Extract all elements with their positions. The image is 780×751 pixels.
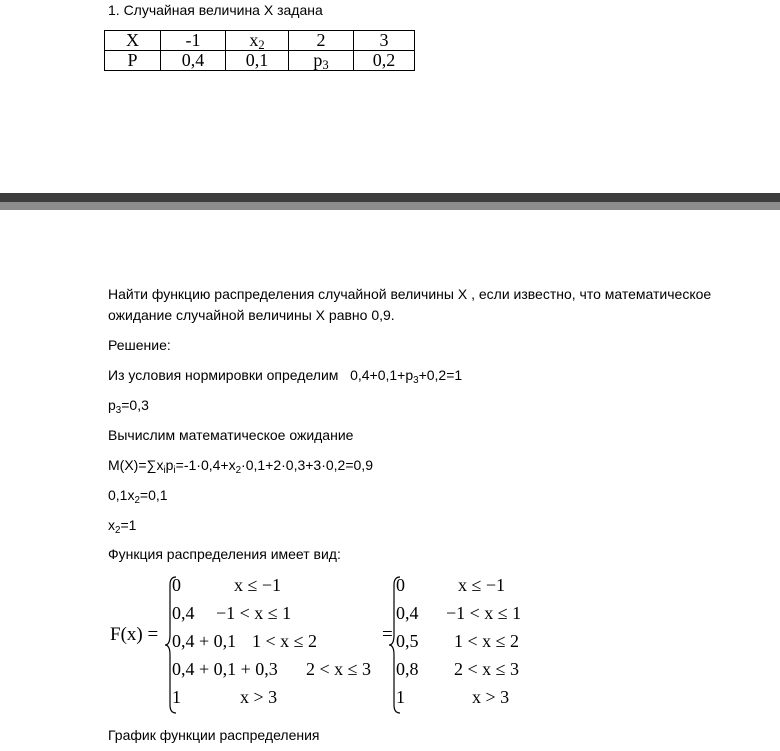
eq-part: p — [165, 457, 174, 473]
eq-part: =1 — [120, 517, 137, 533]
table-cell: -1 — [161, 31, 226, 51]
table-cell: 0,2 — [354, 51, 415, 71]
problem-heading: 1. Случайная величина X задана — [108, 2, 323, 18]
table-cell: 2 — [289, 31, 354, 51]
cell-text: x — [249, 30, 259, 50]
case-value: 0,4 + 0,1 + 0,3 — [172, 659, 278, 679]
case-value: 1 — [396, 687, 405, 707]
case-value: 0,4 — [172, 603, 195, 623]
case-condition: 1 < x ≤ 2 — [454, 631, 520, 651]
case-value: 0 — [172, 575, 181, 595]
mean-label: Вычислим математическое ожидание — [108, 427, 354, 443]
subscript: 3 — [413, 375, 419, 386]
task-line-1: Найти функцию распределения случайной величины X , если известно, что математическое — [108, 286, 712, 302]
table-row — [105, 31, 415, 51]
normalization-eq: 0,4+0,1+p — [350, 367, 414, 383]
solution-label: Решение: — [108, 337, 171, 353]
case-condition: 1 < x ≤ 2 — [252, 631, 318, 651]
case-value: 0,5 — [396, 631, 419, 651]
case-condition: −1 < x ≤ 1 — [216, 603, 292, 623]
right-values — [396, 575, 419, 715]
case-value: 1 — [172, 687, 181, 707]
task-line-2: ожидание случайной величины X равно 0,9. — [108, 307, 395, 323]
case-condition: 2 < x ≤ 3 — [306, 659, 372, 679]
expectation-equation — [108, 457, 373, 476]
subscript: i — [163, 465, 166, 476]
table-cell: P — [105, 51, 161, 71]
distribution-table — [104, 30, 415, 71]
subscript: 3 — [322, 58, 329, 72]
table-cell: 0,1 — [226, 51, 289, 71]
subscript: 2 — [115, 525, 121, 536]
formula-equals: = — [382, 624, 393, 645]
case-value: 0,4 + 0,1 — [172, 631, 237, 651]
eq-part: M(X)=∑x — [108, 457, 164, 473]
table-cell: 3 — [354, 31, 415, 51]
distribution-function-formula — [110, 575, 550, 715]
normalization-line — [108, 367, 463, 386]
eq-part: ·0,1+2·0,3+3·0,2=0,9 — [241, 457, 373, 473]
subscript: i — [173, 465, 176, 476]
case-condition: x > 3 — [472, 687, 510, 707]
cell-text: p — [313, 50, 323, 70]
case-condition: x ≤ −1 — [458, 575, 506, 595]
var-p: p — [108, 397, 116, 413]
case-condition: x > 3 — [240, 687, 278, 707]
linear-equation — [108, 487, 168, 506]
table-cell: 0,4 — [161, 51, 226, 71]
p3-value: =0,3 — [121, 397, 149, 413]
case-value: 0 — [396, 575, 405, 595]
function-label: Функция распределения имеет вид: — [108, 546, 341, 562]
case-value: 0,4 — [396, 603, 419, 623]
table-row — [105, 51, 415, 71]
x2-result — [108, 517, 137, 536]
normalization-label: Из условия нормировки определим — [108, 367, 339, 383]
p3-result — [108, 397, 149, 416]
formula-lhs: F(x) = — [110, 624, 159, 645]
case-condition: x ≤ −1 — [234, 575, 282, 595]
eq-part: =0,1 — [139, 487, 168, 503]
case-condition: −1 < x ≤ 1 — [446, 603, 522, 623]
table-cell — [226, 31, 289, 51]
right-conditions — [446, 575, 522, 715]
subscript: 2 — [134, 495, 140, 506]
table-cell — [289, 51, 354, 71]
subscript: 2 — [258, 38, 265, 52]
table-cell: X — [105, 31, 161, 51]
eq-part: x — [108, 517, 115, 533]
case-value: 0,8 — [396, 659, 419, 679]
eq-part: 0,1x — [108, 487, 135, 503]
subscript: 3 — [115, 405, 122, 416]
graph-label: График функции распределения — [108, 727, 320, 743]
page-separator-light — [0, 202, 780, 210]
page-separator-dark — [0, 193, 780, 202]
subscript: 2 — [235, 465, 242, 476]
normalization-eq-end: +0,2=1 — [418, 367, 463, 383]
eq-part: =-1·0,4+x — [175, 457, 236, 473]
case-condition: 2 < x ≤ 3 — [454, 659, 520, 679]
